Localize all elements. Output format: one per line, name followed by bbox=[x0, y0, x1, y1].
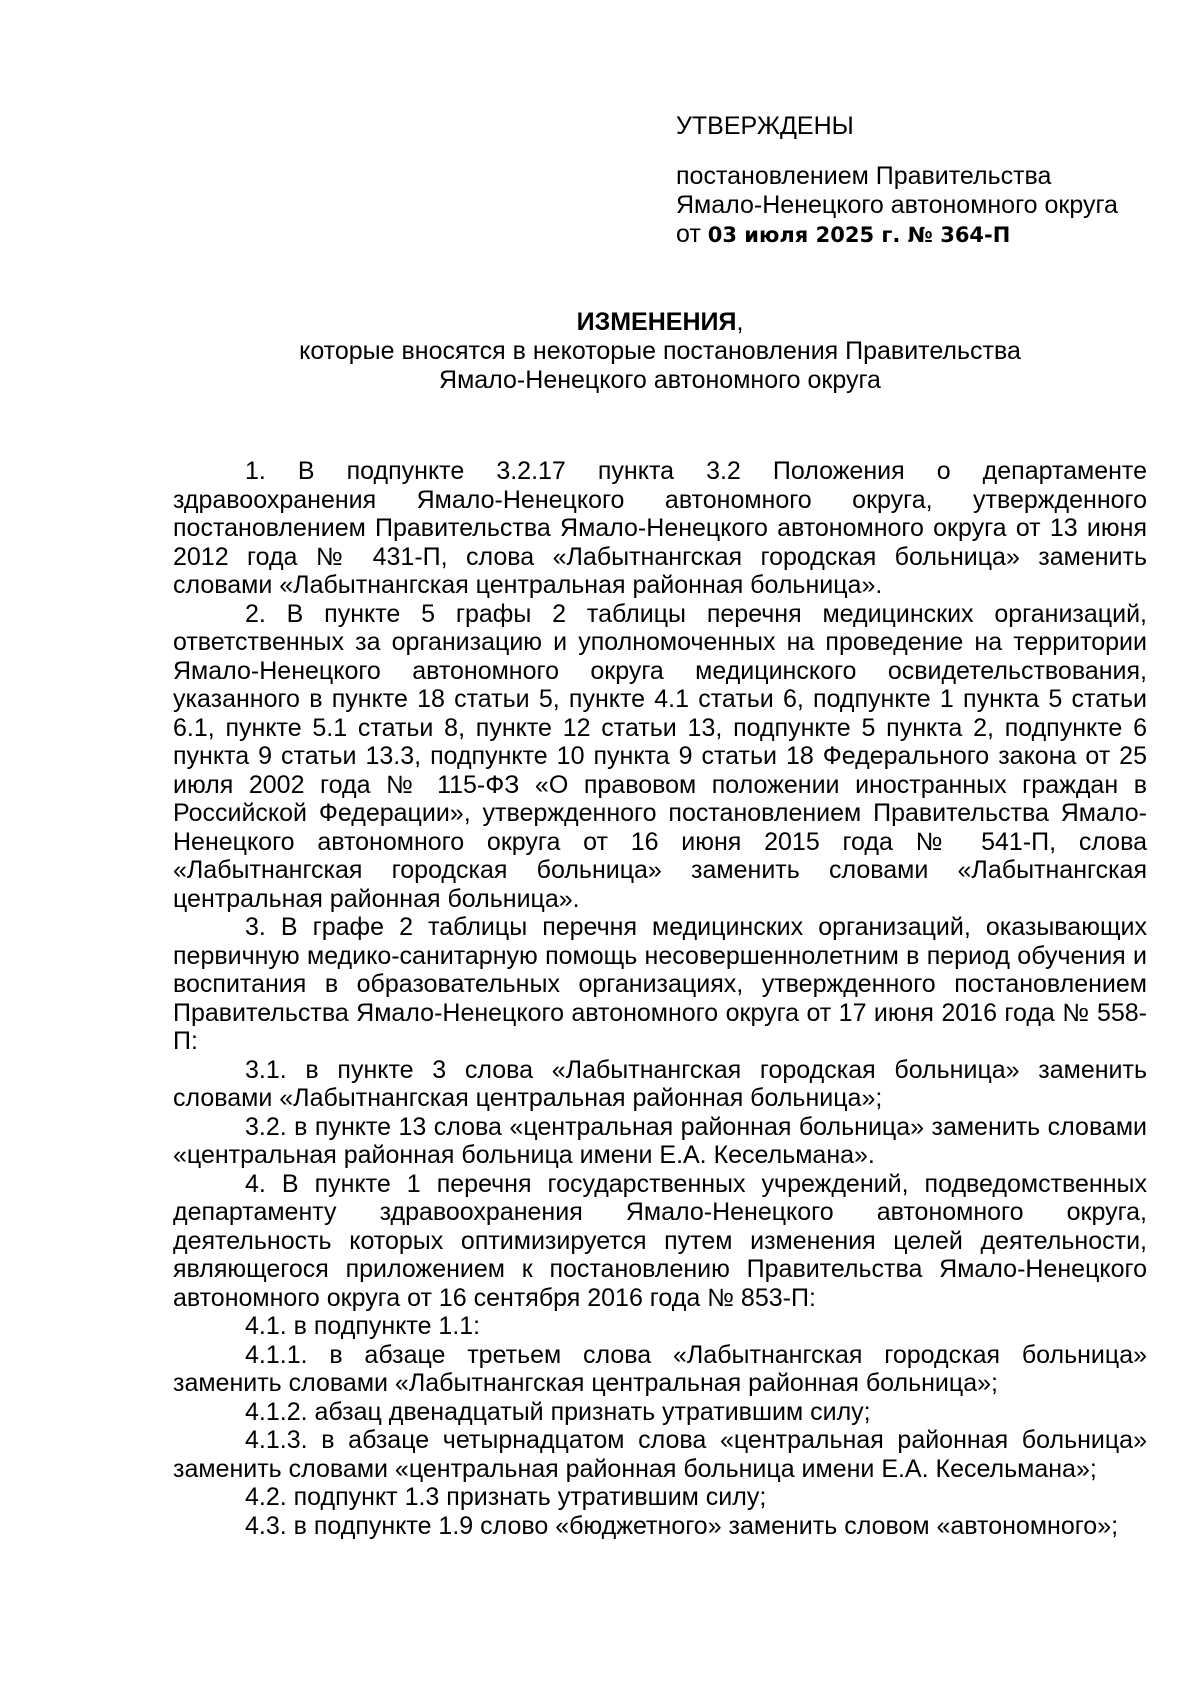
paragraph-1: 1. В подпункте 3.2.17 пункта 3.2 Положения о департаменте здравоохранения Ямало-Ненецкого автономного округа, утвержденного постановлением Правительства Ямало-Ненецкого автономного округа от 13 июня 2012 года № 431-П, слова «Лабытнангская городская больница» заменить словами «Лабытнангская центральная районная больница». bbox=[173, 457, 1147, 599]
paragraph-4-1: 4.1. в подпункте 1.1: bbox=[245, 1312, 481, 1340]
paragraph-3: 3. В графе 2 таблицы перечня медицинских организаций, оказывающих первичную медико-санитарную помощь несовершеннолетним в период обучения и воспитания в образовательных организациях, утвержденного постановлением Правительства Ямало-Ненецкого автономного округа от 17 июня 2016 года № 558-П: bbox=[173, 913, 1147, 1055]
paragraph-4-1-2: 4.1.2. абзац двенадцатый признать утратившим силу; bbox=[245, 1397, 871, 1426]
document-subtitle-line-1: которые вносятся в некоторые постановления Правительства bbox=[299, 337, 1021, 365]
document-heading-suffix: , bbox=[736, 308, 744, 336]
document-heading-line bbox=[200, 308, 1120, 337]
approval-line-2: Ямало-Ненецкого автономного округа bbox=[676, 191, 1118, 219]
approval-from-prefix: от bbox=[676, 220, 701, 248]
approved-label: УТВЕРЖДЕНЫ bbox=[676, 112, 854, 140]
document-body bbox=[173, 457, 1147, 1540]
paragraph-4-1-1: 4.1.1. в абзаце третьем слова «Лабытнангская городская больница» заменить словами «Лабытнангская центральная районная больница»; bbox=[173, 1340, 1147, 1397]
approval-date-number: 03 июля 2025 г. № 364-П bbox=[707, 223, 1011, 247]
paragraph-4-2: 4.2. подпункт 1.3 признать утратившим силу; bbox=[245, 1483, 767, 1511]
document-subtitle-line-2: Ямало-Ненецкого автономного округа bbox=[439, 366, 881, 394]
paragraph-2: 2. В пункте 5 графы 2 таблицы перечня медицинских организаций, ответственных за организацию и уполномоченных на проведение на территории Ямало-Ненецкого автономного округа медицинского освидетельствования, указанного в пункте 18 статьи 5, пункте 4.1 статьи 6, подпункте 1 пункта 5 статьи 6.1, пункте 5.1 статьи 8, пункте 12 статьи 13, подпункте 5 пункта 2, подпункте 6 пункта 9 статьи 13.3, подпункте 10 пункта 9 статьи 18 Федерального закона от 25 июля 2002 года № 115-ФЗ «О правовом положении иностранных граждан в Российской Федерации», утвержденного постановлением Правительства Ямало-Ненецкого автономного округа от 16 июня 2015 года № 541-П, слова «Лабытнангская городская больница» заменить словами «Лабытнангская центральная районная больница». bbox=[173, 599, 1147, 913]
document-title-block bbox=[200, 308, 1120, 395]
paragraph-4: 4. В пункте 1 перечня государственных учреждений, подведомственных департаменту здравоохранения Ямало-Ненецкого автономного округа, деятельность которых оптимизируется путем изменения целей деятельности, являющегося приложением к постановлению Правительства Ямало-Ненецкого автономного округа от 16 сентября 2016 года № 853-П: bbox=[173, 1169, 1147, 1312]
approval-block bbox=[676, 112, 1176, 250]
approval-line-1: постановлением Правительства bbox=[676, 162, 1052, 190]
paragraph-4-3: 4.3. в подпункте 1.9 слово «бюджетного» заменить словом «автономного»; bbox=[245, 1511, 1119, 1540]
paragraph-3-1: 3.1. в пункте 3 слова «Лабытнангская городская больница» заменить словами «Лабытнангская центральная районная больница»; bbox=[173, 1055, 1147, 1112]
approval-date-line bbox=[676, 220, 1176, 250]
paragraph-3-2: 3.2. в пункте 13 слова «центральная районная больница» заменить словами «центральная районная больница имени Е.А. Кесельмана». bbox=[173, 1112, 1147, 1169]
paragraph-4-1-3: 4.1.3. в абзаце четырнадцатом слова «центральная районная больница» заменить словами «центральная районная больница имени Е.А. Кесельмана»; bbox=[173, 1426, 1147, 1483]
document-heading: ИЗМЕНЕНИЯ bbox=[576, 308, 737, 336]
